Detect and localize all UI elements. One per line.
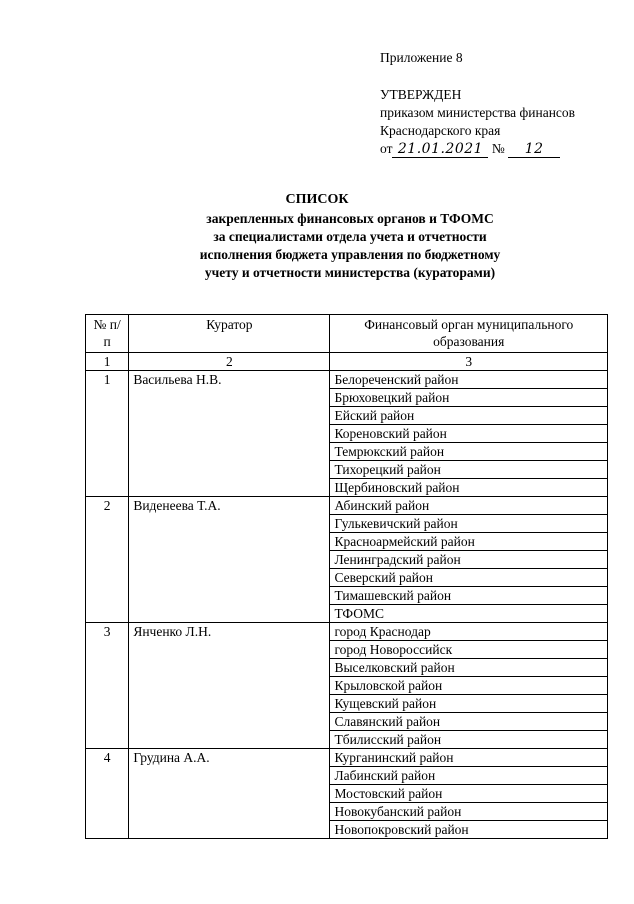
finance-body-cell: Крыловской район xyxy=(330,677,608,695)
finance-body-cell: город Новороссийск xyxy=(330,641,608,659)
finance-body-cell: Выселковский район xyxy=(330,659,608,677)
finance-body-cell: город Краснодар xyxy=(330,623,608,641)
index-cell: 3 xyxy=(330,353,608,371)
finance-body-cell: Северский район xyxy=(330,569,608,587)
finance-body-cell: Курганинский район xyxy=(330,749,608,767)
table-index-row xyxy=(86,353,608,371)
finance-body-cell: Щербиновский район xyxy=(330,479,608,497)
row-number: 2 xyxy=(86,497,129,623)
finance-body-cell: Кущевский район xyxy=(330,695,608,713)
finance-body-cell: Гулькевичский район xyxy=(330,515,608,533)
approved-label: УТВЕРЖДЕН xyxy=(380,87,462,102)
column-header-curator: Куратор xyxy=(129,315,330,353)
finance-body-cell: Брюховецкий район xyxy=(330,389,608,407)
finance-body-cell: Белореченский район xyxy=(330,371,608,389)
index-cell: 1 xyxy=(86,353,129,371)
handwritten-date: 21.01.2021 xyxy=(392,142,488,158)
number-prefix: № xyxy=(491,141,505,156)
date-prefix: от xyxy=(380,141,393,156)
finance-body-cell: Абинский район xyxy=(330,497,608,515)
subtitle-line: за специалистами отдела учета и отчетности xyxy=(213,229,487,244)
table-header-row xyxy=(86,315,608,353)
finance-body-cell: Красноармейский район xyxy=(330,533,608,551)
row-number: 1 xyxy=(86,371,129,497)
finance-body-cell: Новопокровский район xyxy=(330,821,608,839)
table-row xyxy=(86,749,608,767)
row-number: 3 xyxy=(86,623,129,749)
finance-body-cell: Ленинградский район xyxy=(330,551,608,569)
finance-body-cell: Новокубанский район xyxy=(330,803,608,821)
curator-name: Янченко Л.Н. xyxy=(129,623,330,749)
finance-body-cell: Ейский район xyxy=(330,407,608,425)
curator-name: Виденеева Т.А. xyxy=(129,497,330,623)
document-title: СПИСОК xyxy=(285,192,349,207)
handwritten-number: 12 xyxy=(508,142,560,158)
subtitle-line: исполнения бюджета управления по бюджетному xyxy=(199,247,501,262)
subtitle-line: учету и отчетности министерства (кураторами) xyxy=(204,265,496,280)
finance-body-cell: Тбилисский район xyxy=(330,731,608,749)
index-cell: 2 xyxy=(129,353,330,371)
finance-body-cell: Кореновский район xyxy=(330,425,608,443)
finance-body-cell: Тимашевский район xyxy=(330,587,608,605)
order-line-2: Краснодарского края xyxy=(380,123,501,138)
table-row xyxy=(86,497,608,515)
appendix-label: Приложение 8 xyxy=(380,50,463,65)
curators-table xyxy=(85,314,608,839)
order-line-1: приказом министерства финансов xyxy=(380,105,576,120)
finance-body-cell: Мостовский район xyxy=(330,785,608,803)
column-header-finance-body: Финансовый орган муниципального образования xyxy=(330,315,608,353)
finance-body-cell: Славянский район xyxy=(330,713,608,731)
column-header-number: № п/п xyxy=(86,315,129,353)
finance-body-cell: ТФОМС xyxy=(330,605,608,623)
finance-body-cell: Лабинский район xyxy=(330,767,608,785)
table-row xyxy=(86,623,608,641)
row-number: 4 xyxy=(86,749,129,839)
finance-body-cell: Темрюкский район xyxy=(330,443,608,461)
curator-name: Грудина А.А. xyxy=(129,749,330,839)
table-row xyxy=(86,371,608,389)
date-line xyxy=(380,140,560,158)
subtitle-line: закрепленных финансовых органов и ТФОМС xyxy=(206,211,494,226)
finance-body-cell: Тихорецкий район xyxy=(330,461,608,479)
table-body xyxy=(86,371,608,839)
curator-name: Васильева Н.В. xyxy=(129,371,330,497)
